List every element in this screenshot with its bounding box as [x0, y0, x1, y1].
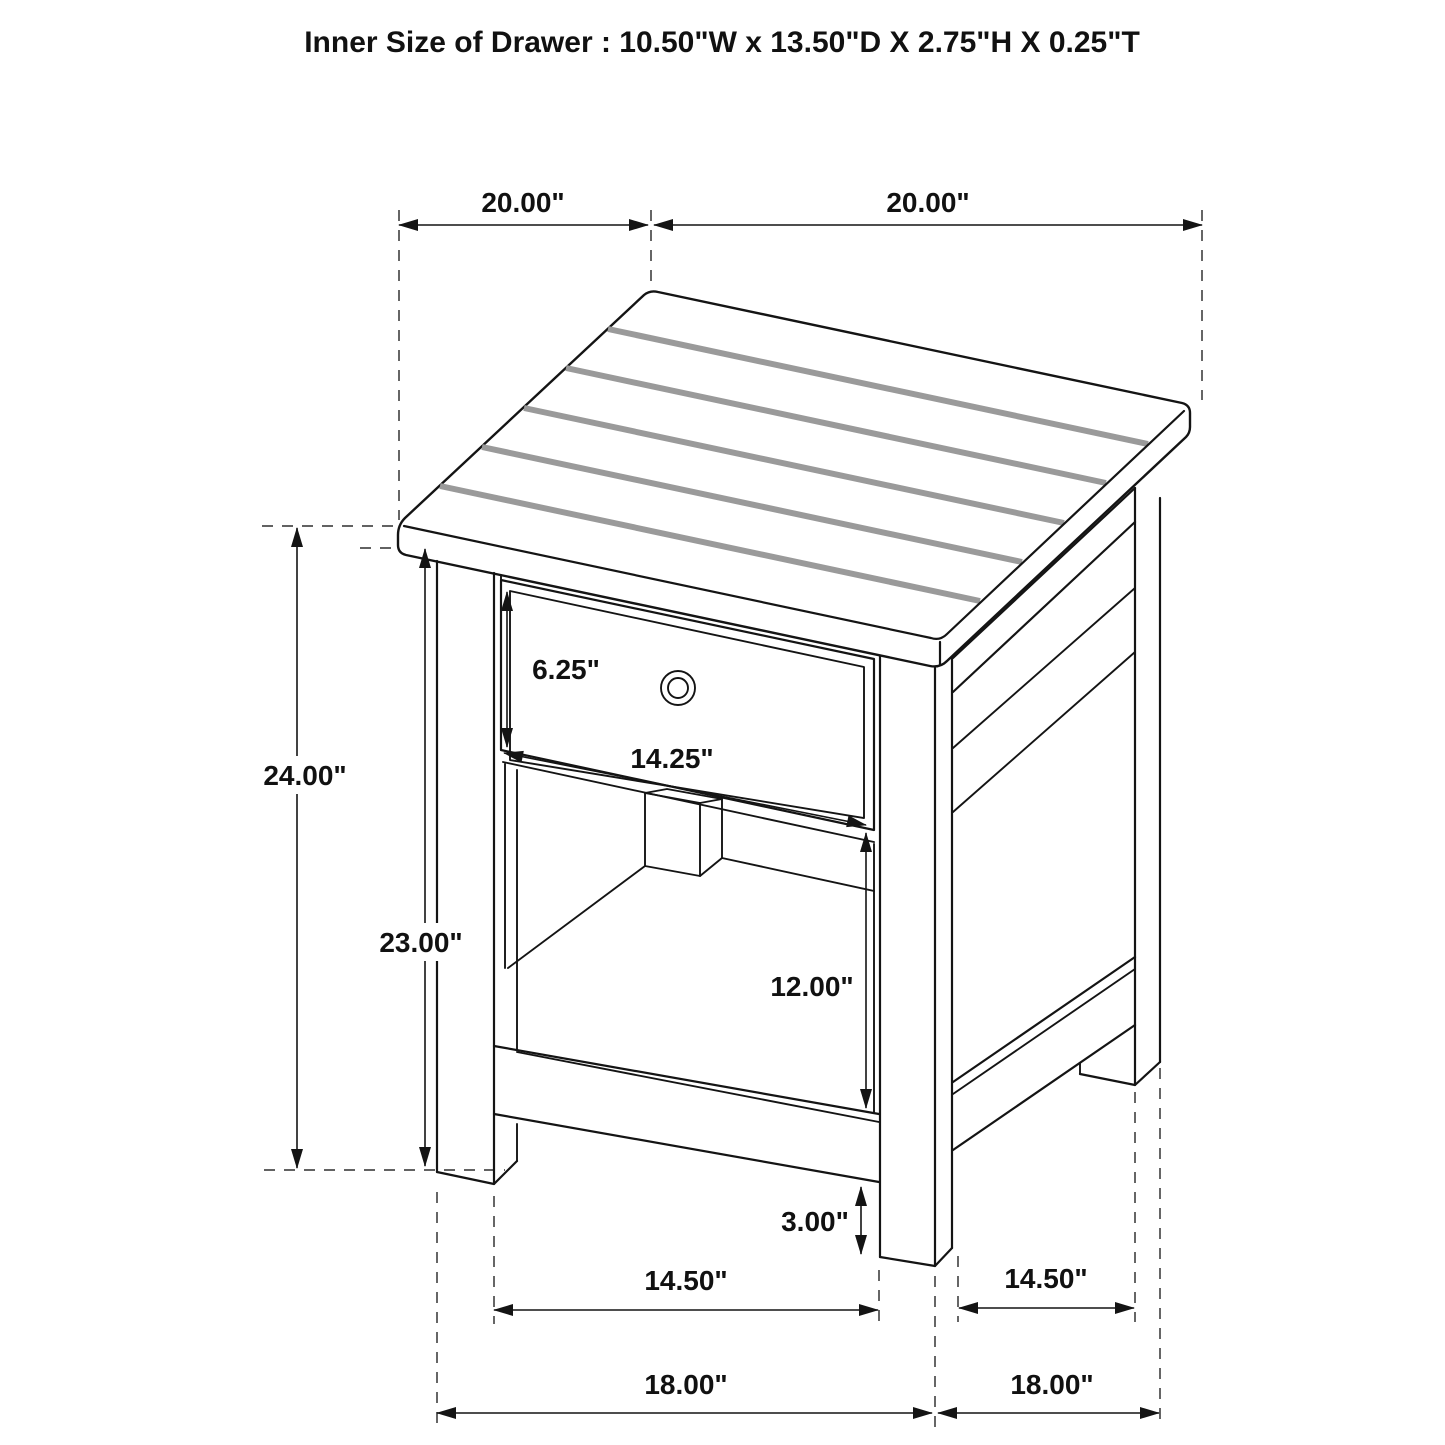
- dim-label-side-leg-spacing: 14.50": [1004, 1263, 1088, 1294]
- dim-label-drawer-width: 14.25": [630, 743, 714, 774]
- rear-right-leg: [1080, 488, 1160, 1085]
- drawer-knob-outer: [661, 671, 695, 705]
- compartment-interior: [505, 764, 874, 1161]
- dim-label-drawer-to-shelf: 12.00": [770, 971, 854, 1002]
- center-support-block: [645, 789, 722, 876]
- tabletop: [398, 291, 1190, 666]
- dim-label-overall-height: 24.00": [263, 760, 347, 791]
- dim-label-shelf-to-floor: 3.00": [781, 1206, 849, 1237]
- dim-label-top-width: 20.00": [886, 187, 970, 218]
- page-title: Inner Size of Drawer : 10.50"W x 13.50"D X 2.75"H X 0.25"T: [304, 26, 1140, 59]
- dim-label-base-width: 18.00": [644, 1369, 728, 1400]
- drawer-knob-inner: [668, 678, 688, 698]
- dim-label-drawer-height: 6.25": [532, 654, 600, 685]
- dim-label-base-depth: 18.00": [1010, 1369, 1094, 1400]
- dim-label-under-top-height: 23.00": [379, 927, 463, 958]
- dim-label-top-depth: 20.00": [481, 187, 565, 218]
- table-drawing: [398, 291, 1190, 1266]
- dim-label-front-leg-spacing: 14.50": [644, 1265, 728, 1296]
- shelf-front: [494, 1046, 879, 1182]
